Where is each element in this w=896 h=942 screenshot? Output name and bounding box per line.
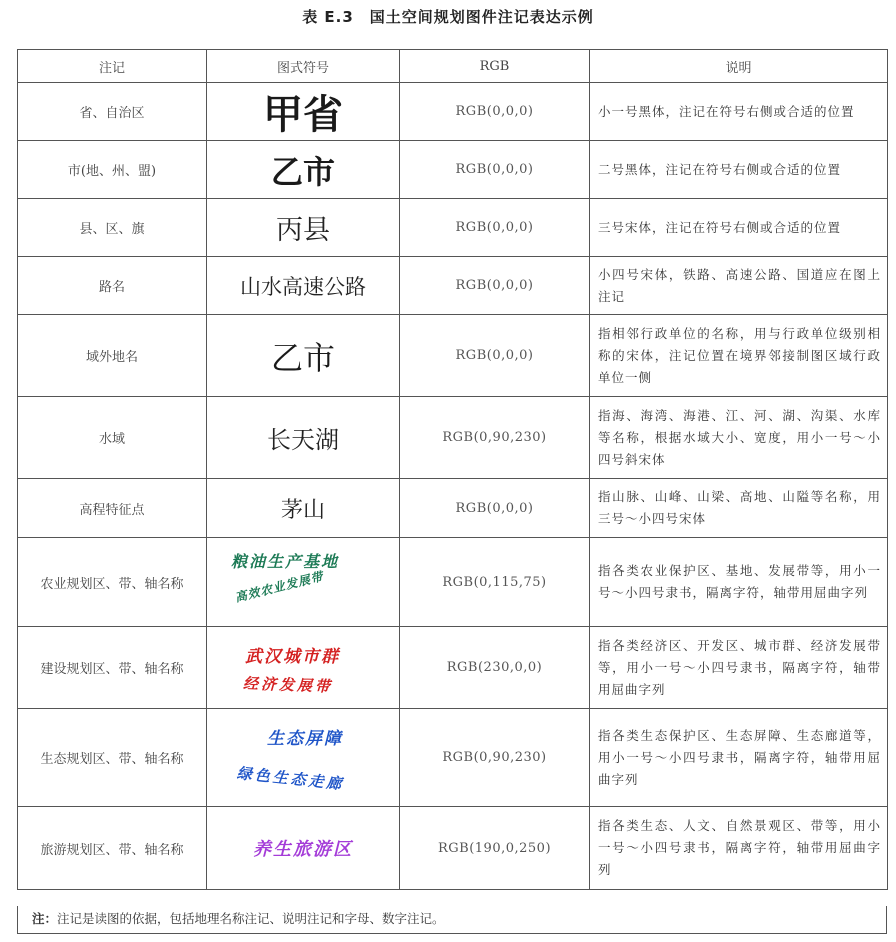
- table-row: [18, 627, 888, 709]
- table-row: [18, 479, 888, 538]
- symbol-text: 茅山: [280, 497, 325, 523]
- row-symbol: [207, 479, 400, 538]
- row-label: 域外地名: [18, 315, 207, 397]
- row-symbol: [207, 141, 400, 199]
- row-symbol: [207, 83, 400, 141]
- annotation-table: [17, 49, 888, 890]
- symbol-text: 山水高速公路: [240, 274, 366, 299]
- table-row: [18, 199, 888, 257]
- row-label: 高程特征点: [18, 479, 207, 538]
- row-rgb: RGB(0,115,75): [400, 538, 590, 627]
- symbol-line-2: 绿色生态走廊: [236, 763, 346, 793]
- symbol-line-1: 生态屏障: [267, 728, 343, 749]
- row-symbol: [207, 709, 400, 807]
- row-rgb: RGB(0,90,230): [400, 709, 590, 807]
- row-symbol: [207, 538, 400, 627]
- row-description: 指各类生态、人文、自然景观区、带等，用小一号～小四号隶书，隔离字符，轴带用屈曲字列: [590, 807, 888, 890]
- table-note: [17, 906, 887, 934]
- row-symbol: [207, 397, 400, 479]
- row-symbol: [207, 199, 400, 257]
- header-rgb: RGB: [400, 50, 590, 83]
- symbol-line-2: 高效农业发展带: [233, 568, 326, 605]
- row-rgb: RGB(0,0,0): [400, 315, 590, 397]
- symbol-text: 乙市: [270, 152, 335, 191]
- row-label: 水域: [18, 397, 207, 479]
- table-row: [18, 141, 888, 199]
- header-row: [18, 50, 888, 83]
- row-label: 旅游规划区、带、轴名称: [18, 807, 207, 890]
- row-label: 建设规划区、带、轴名称: [18, 627, 207, 709]
- symbol-line-2: 经济发展带: [242, 673, 334, 696]
- row-rgb: RGB(0,0,0): [400, 479, 590, 538]
- row-symbol: [207, 315, 400, 397]
- table-row: [18, 315, 888, 397]
- symbol-line-1: 粮油生产基地: [231, 551, 340, 571]
- symbol-text: 养生旅游区: [253, 839, 353, 860]
- table-row: [18, 257, 888, 315]
- row-symbol: [207, 627, 400, 709]
- row-rgb: RGB(0,0,0): [400, 257, 590, 315]
- row-label: 市(地、州、盟): [18, 141, 207, 199]
- table-title: 表 E.3 国土空间规划图件注记表达示例: [302, 8, 594, 26]
- row-symbol: [207, 257, 400, 315]
- row-label: 路名: [18, 257, 207, 315]
- row-description: 指各类生态保护区、生态屏障、生态廊道等，用小一号～小四号隶书，隔离字符，轴带用屈曲字列: [590, 709, 888, 807]
- row-label: 省、自治区: [18, 83, 207, 141]
- row-description: 指海、海湾、海港、江、河、湖、沟渠、水库等名称，根据水域大小、宽度，用小一号～小四号斜宋体: [590, 397, 888, 479]
- row-symbol: [207, 807, 400, 890]
- table-row: [18, 538, 888, 627]
- row-rgb: RGB(0,0,0): [400, 199, 590, 257]
- row-description: 指各类经济区、开发区、城市群、经济发展带等，用小一号～小四号隶书，隔离字符，轴带用屈曲字列: [590, 627, 888, 709]
- row-description: 指相邻行政单位的名称，用与行政单位级别相称的宋体，注记位置在境界邻接制图区域行政单位一侧: [590, 315, 888, 397]
- table-row: [18, 807, 888, 890]
- row-description: 指山脉、山峰、山梁、高地、山隘等名称，用三号～小四号宋体: [590, 479, 888, 538]
- note-prefix: 注：: [32, 911, 58, 926]
- row-rgb: RGB(190,0,250): [400, 807, 590, 890]
- row-rgb: RGB(0,0,0): [400, 83, 590, 141]
- row-rgb: RGB(0,0,0): [400, 141, 590, 199]
- symbol-text: 长天湖: [267, 426, 339, 454]
- symbol-text: 甲省: [263, 92, 343, 138]
- row-description: 小一号黑体，注记在符号右侧或合适的位置: [590, 83, 888, 141]
- header-symbol: 图式符号: [207, 50, 400, 83]
- table-row: [18, 397, 888, 479]
- table-row: [18, 83, 888, 141]
- table-row: [18, 709, 888, 807]
- symbol-text: 乙市: [270, 338, 335, 377]
- symbol-line-1: 武汉城市群: [245, 646, 340, 667]
- row-label: 农业规划区、带、轴名称: [18, 538, 207, 627]
- header-description: 说明: [590, 50, 888, 83]
- row-description: 指各类农业保护区、基地、发展带等，用小一号～小四号隶书，隔离字符，轴带用屈曲字列: [590, 538, 888, 627]
- header-annotation: 注记: [18, 50, 207, 83]
- row-label: 县、区、旗: [18, 199, 207, 257]
- row-label: 生态规划区、带、轴名称: [18, 709, 207, 807]
- row-rgb: RGB(0,90,230): [400, 397, 590, 479]
- row-rgb: RGB(230,0,0): [400, 627, 590, 709]
- note-text: 注记是读图的依据，包括地理名称注记、说明注记和字母、数字注记。: [57, 911, 445, 926]
- row-description: 小四号宋体，铁路、高速公路、国道应在图上注记: [590, 257, 888, 315]
- symbol-text: 丙县: [276, 215, 330, 246]
- row-description: 三号宋体，注记在符号右侧或合适的位置: [590, 199, 888, 257]
- row-description: 二号黑体，注记在符号右侧或合适的位置: [590, 141, 888, 199]
